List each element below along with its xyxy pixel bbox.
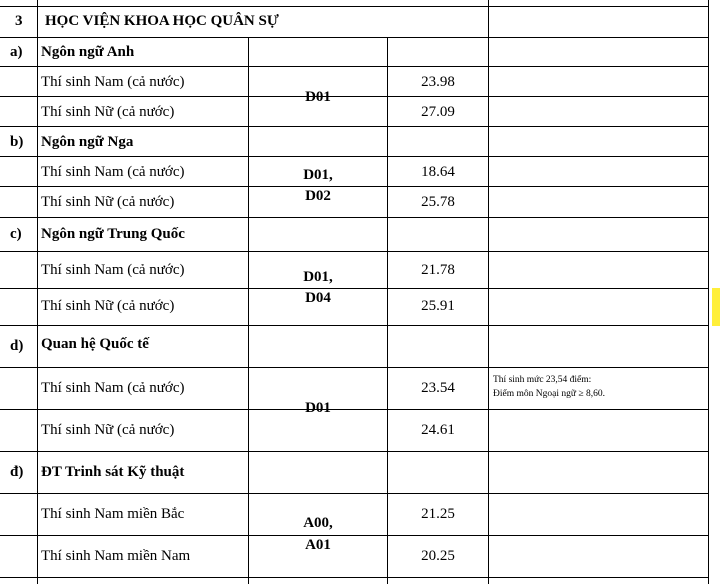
score-value: 23.98: [421, 74, 455, 90]
score-value: 18.64: [421, 164, 455, 180]
row-divider: [0, 156, 708, 157]
column-divider: [248, 37, 249, 584]
row-label: Thí sinh Nữ (cả nước): [41, 298, 175, 314]
subject-code: A00,: [303, 515, 333, 531]
section-letter: c): [10, 226, 22, 242]
score-value: 21.25: [421, 506, 455, 522]
section-letter: a): [10, 44, 23, 60]
column-divider: [488, 0, 489, 584]
section-letter: b): [10, 134, 24, 150]
highlight-marker: [712, 288, 720, 326]
score-value: 21.78: [421, 262, 455, 278]
institution-number: 3: [15, 13, 23, 29]
row-divider: [0, 367, 708, 368]
subject-code: D01,: [303, 269, 333, 285]
section-title: Ngôn ngữ Nga: [41, 134, 134, 150]
score-value: 25.91: [421, 298, 455, 314]
row-label: Thí sinh Nữ (cả nước): [41, 194, 175, 210]
score-value: 25.78: [421, 194, 455, 210]
subject-code: D01,: [303, 167, 333, 183]
score-value: 24.61: [421, 422, 455, 438]
row-label: Thí sinh Nam miền Nam: [41, 548, 191, 564]
row-divider: [0, 126, 708, 127]
column-divider: [708, 0, 709, 584]
section-letter: đ): [10, 464, 24, 480]
row-divider: [0, 493, 708, 494]
subject-code: D02: [305, 188, 331, 204]
column-divider: [37, 0, 38, 584]
row-divider: [0, 217, 708, 218]
score-value: 20.25: [421, 548, 455, 564]
row-label: Thí sinh Nữ (cả nước): [41, 104, 175, 120]
score-value: 27.09: [421, 104, 455, 120]
row-label: Thí sinh Nam (cả nước): [41, 74, 185, 90]
section-letter: d): [10, 338, 24, 354]
subject-code: D01: [305, 400, 331, 416]
row-divider: [0, 66, 708, 67]
row-divider: [0, 37, 708, 38]
note-text: Điểm môn Ngoại ngữ ≥ 8,60.: [493, 389, 605, 399]
section-title: Quan hệ Quốc tế: [41, 336, 149, 352]
row-label: Thí sinh Nữ (cả nước): [41, 422, 175, 438]
subject-code: A01: [305, 537, 331, 553]
row-label: Thí sinh Nam (cả nước): [41, 380, 185, 396]
row-divider: [0, 451, 708, 452]
institution-name: HỌC VIỆN KHOA HỌC QUÂN SỰ: [45, 13, 279, 29]
row-divider: [0, 577, 708, 578]
subject-code: D01: [305, 89, 331, 105]
section-title: ĐT Trinh sát Kỹ thuật: [41, 464, 185, 480]
row-label: Thí sinh Nam miền Bắc: [41, 506, 185, 522]
section-title: Ngôn ngữ Trung Quốc: [41, 226, 185, 242]
row-divider: [0, 325, 708, 326]
note-text: Thí sinh mức 23,54 điểm:: [493, 375, 592, 385]
row-divider: [0, 251, 708, 252]
subject-code: D04: [305, 290, 331, 306]
row-label: Thí sinh Nam (cả nước): [41, 262, 185, 278]
score-value: 23.54: [421, 380, 455, 396]
row-label: Thí sinh Nam (cả nước): [41, 164, 185, 180]
section-title: Ngôn ngữ Anh: [41, 44, 135, 60]
row-divider: [0, 6, 708, 7]
